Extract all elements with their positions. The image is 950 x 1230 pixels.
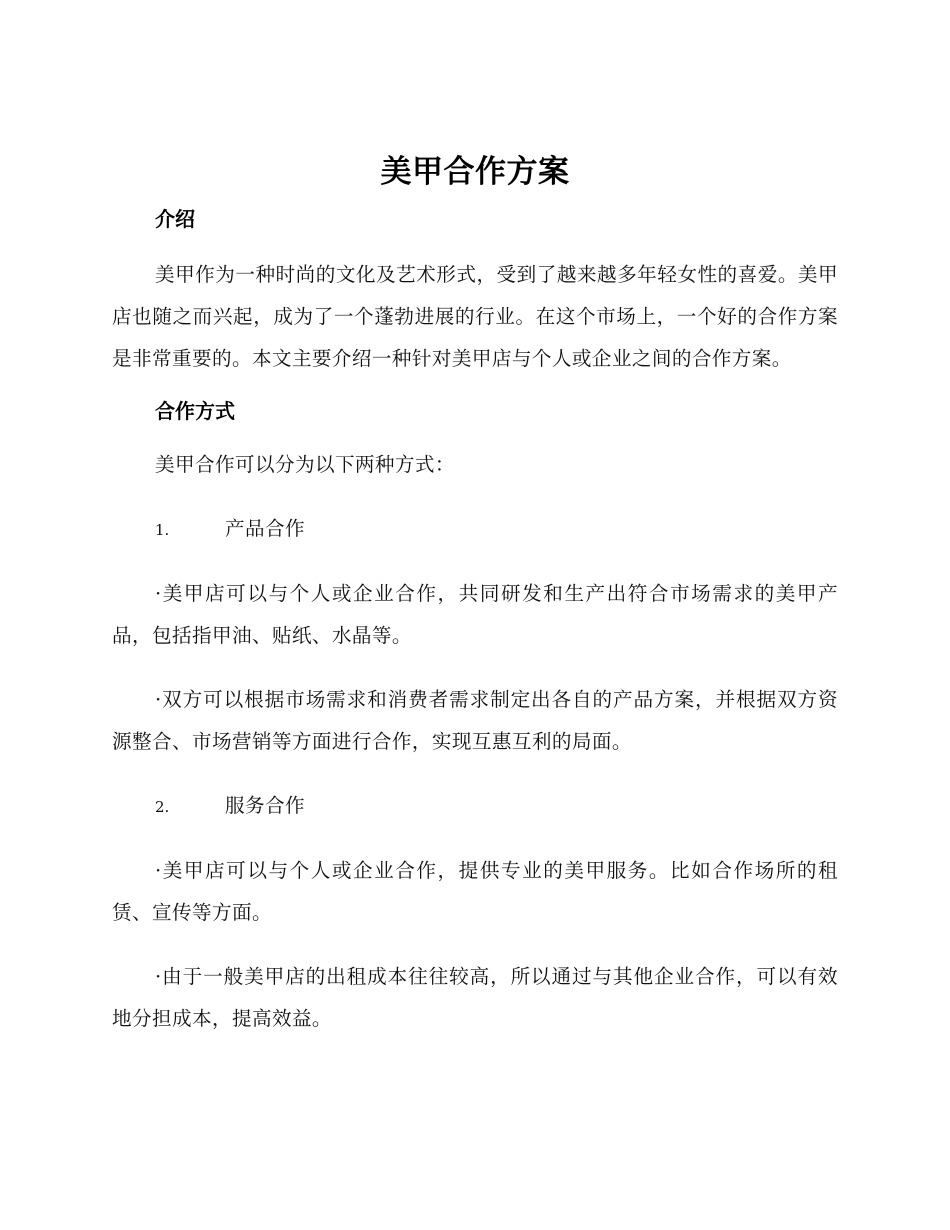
intro-paragraph: 美甲作为一种时尚的文化及艺术形式，受到了越来越多年轻女性的喜爱。美甲店也随之而兴起，成为了一个蓬勃进展的行业。在这个市场上，一个好的合作方案是非常重要的。本文主要介绍一种针对美甲店与个人或企业之间的合作方案。 — [112, 263, 838, 370]
bullet-paragraph: ·美甲店可以与个人或企业合作，提供专业的美甲服务。比如合作场所的租赁、宣传等方面。 — [112, 859, 838, 924]
list-number: 1. — [155, 521, 170, 539]
list-item-service-cooperation — [112, 785, 838, 828]
bullet-paragraph: ·美甲店可以与个人或企业合作，共同研发和生产出符合市场需求的美甲产品，包括指甲油、贴纸、水晶等。 — [112, 582, 838, 647]
section-heading-cooperation: 合作方式 — [155, 399, 235, 423]
cooperation-lead-paragraph: 美甲合作可以分为以下两种方式： — [155, 453, 455, 476]
document-content — [112, 150, 838, 1040]
bullet-paragraph: ·双方可以根据市场需求和消费者需求制定出各自的产品方案，并根据双方资源整合、市场营销等方面进行合作，实现互惠互利的局面。 — [112, 688, 838, 753]
list-label: 服务合作 — [225, 794, 305, 817]
document-title: 美甲合作方案 — [380, 154, 570, 190]
list-item-product-cooperation — [112, 508, 838, 551]
section-heading-intro: 介绍 — [155, 207, 195, 231]
bullet-paragraph: ·由于一般美甲店的出租成本往往较高，所以通过与其他企业合作，可以有效地分担成本，提高效益。 — [112, 965, 838, 1030]
list-label: 产品合作 — [225, 517, 305, 540]
list-number: 2. — [155, 798, 170, 816]
